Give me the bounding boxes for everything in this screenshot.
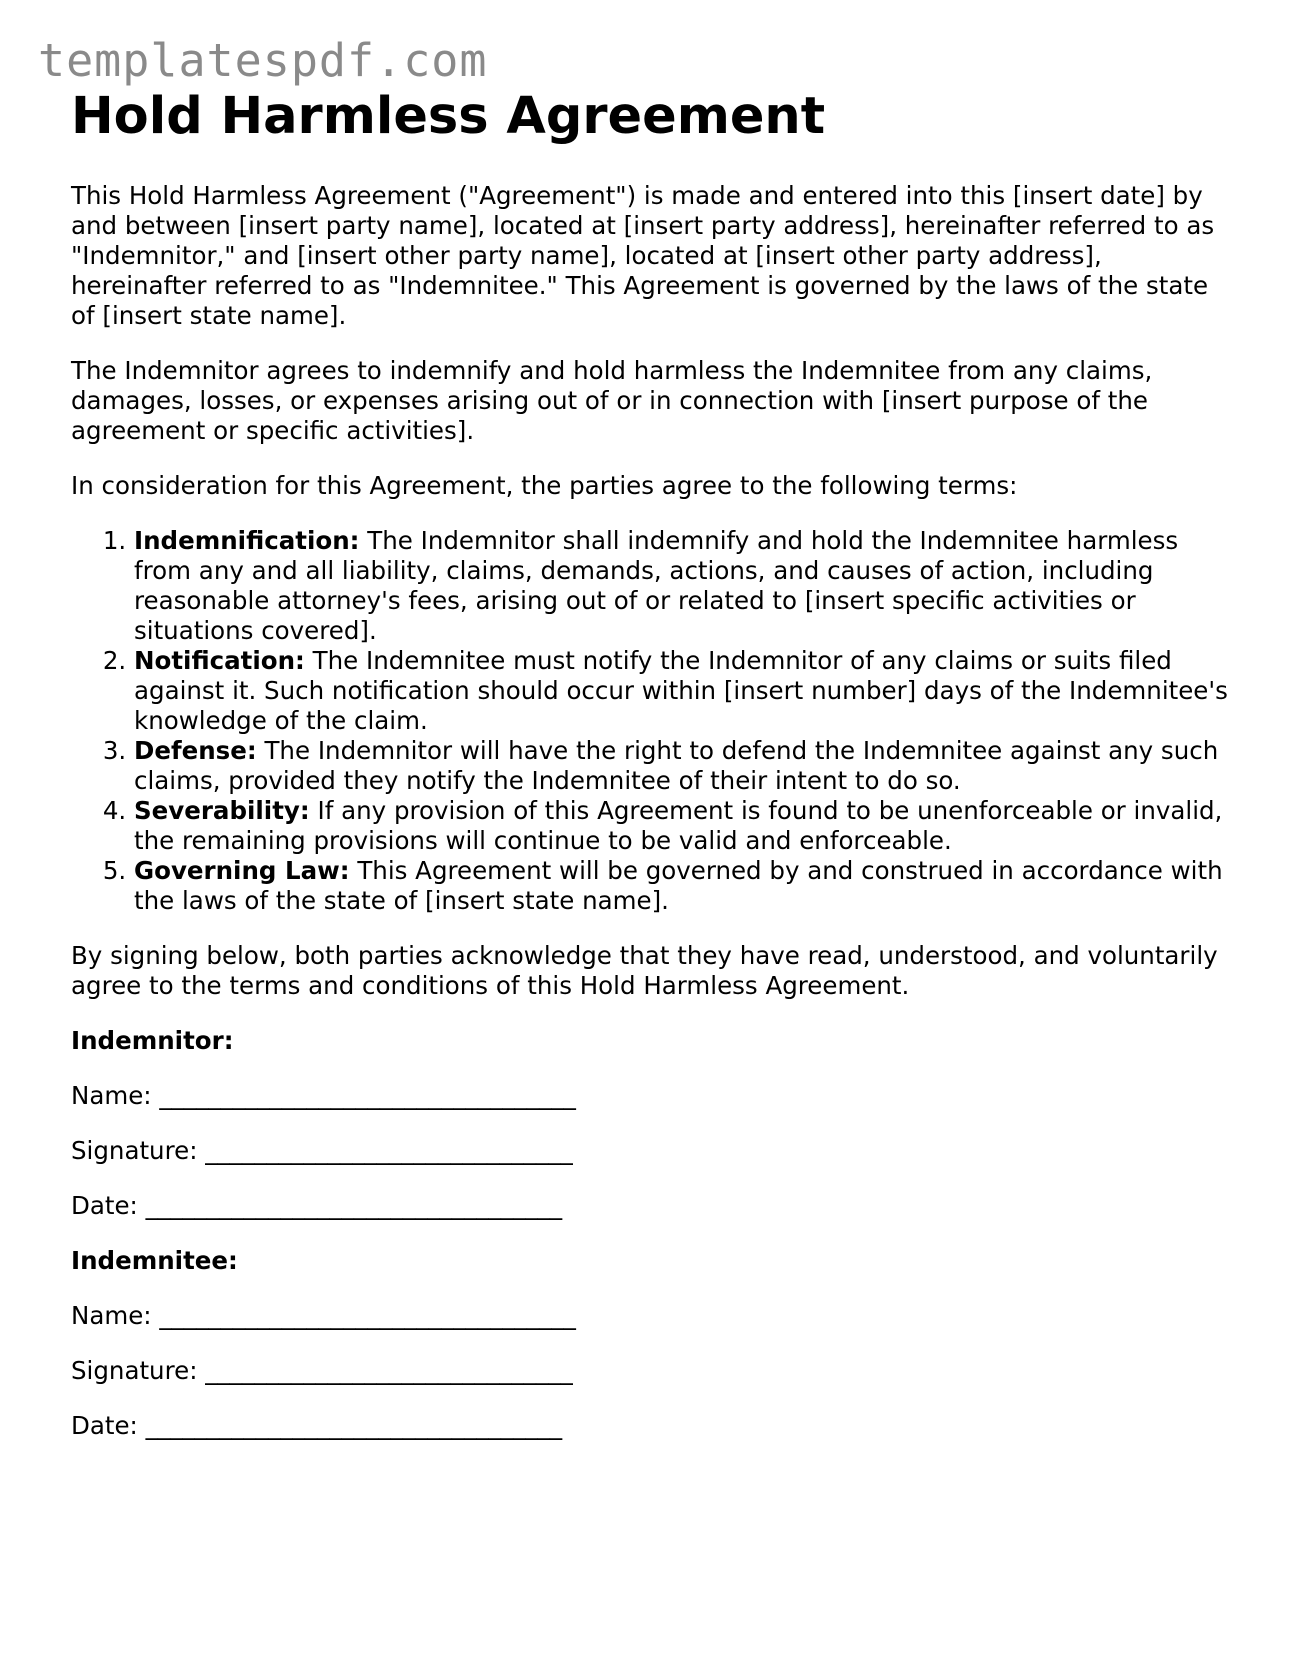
- indemnitor-signature-field[interactable]: Signature: ______________________________: [71, 1136, 573, 1166]
- acknowledgment-paragraph: By signing below, both parties acknowledge that they have read, understood, and voluntarily agree to the terms and conditions of this Hold Harmless Agreement.: [71, 941, 1218, 1001]
- term-title: Severability:: [134, 796, 310, 826]
- indemnitor-heading: Indemnitor:: [71, 1026, 234, 1056]
- document-title: Hold Harmless Agreement: [71, 87, 826, 146]
- term-text: If any provision of this Agreement is found to be unenforceable or invalid, the remaining provisions will continue to be valid and enforceable.: [134, 796, 1223, 856]
- intro-paragraph: This Hold Harmless Agreement ("Agreement") is made and entered into this [insert date] by and between [insert party name], located at [insert party address], hereinafter referred to as "Indemnitor," and [insert other party name], located at [insert other party address], hereinafter referred to as "Indemnitee." This Agreement is governed by the laws of the state of [insert state name].: [71, 181, 1215, 331]
- terms-list: [71, 526, 1231, 916]
- indemnitee-signature-field[interactable]: Signature: ______________________________: [71, 1356, 573, 1386]
- term-text: The Indemnitee must notify the Indemnitor of any claims or suits filed against it. Such notification should occur within [insert number] days of the Indemnitee's knowledge of the claim.: [134, 646, 1228, 736]
- consideration-paragraph: In consideration for this Agreement, the parties agree to the following terms:: [71, 471, 1018, 501]
- indemnitee-date-field[interactable]: Date: __________________________________: [71, 1411, 563, 1441]
- term-severability: [134, 796, 1231, 856]
- indemnitee-heading: Indemnitee:: [71, 1246, 238, 1276]
- watermark-text: templatespdf.com: [38, 34, 488, 87]
- term-notification: [134, 646, 1231, 736]
- term-text: This Agreement will be governed by and construed in accordance with the laws of the state of [insert state name].: [134, 856, 1223, 916]
- term-title: Governing Law:: [134, 856, 350, 886]
- purpose-paragraph: The Indemnitor agrees to indemnify and hold harmless the Indemnitee from any claims, damages, losses, or expenses arising out of or in connection with [insert purpose of the agreement or specific activities].: [71, 356, 1153, 446]
- term-title: Indemnification:: [134, 526, 360, 556]
- indemnitee-name-field[interactable]: Name: __________________________________: [71, 1301, 576, 1331]
- term-text: The Indemnitor shall indemnify and hold the Indemnitee harmless from any and all liability, claims, demands, actions, and causes of action, including reasonable attorney's fees, arising out of or related to [insert specific activities or situations covered].: [134, 526, 1179, 646]
- term-defense: [134, 736, 1231, 796]
- term-text: The Indemnitor will have the right to defend the Indemnitee against any such claims, provided they notify the Indemnitee of their intent to do so.: [134, 736, 1219, 796]
- term-indemnification: [134, 526, 1231, 646]
- indemnitor-date-field[interactable]: Date: __________________________________: [71, 1191, 563, 1221]
- term-governing-law: [134, 856, 1231, 916]
- indemnitor-name-field[interactable]: Name: __________________________________: [71, 1081, 576, 1111]
- document-page: [71, 86, 1231, 1466]
- term-title: Notification:: [134, 646, 305, 676]
- term-title: Defense:: [134, 736, 257, 766]
